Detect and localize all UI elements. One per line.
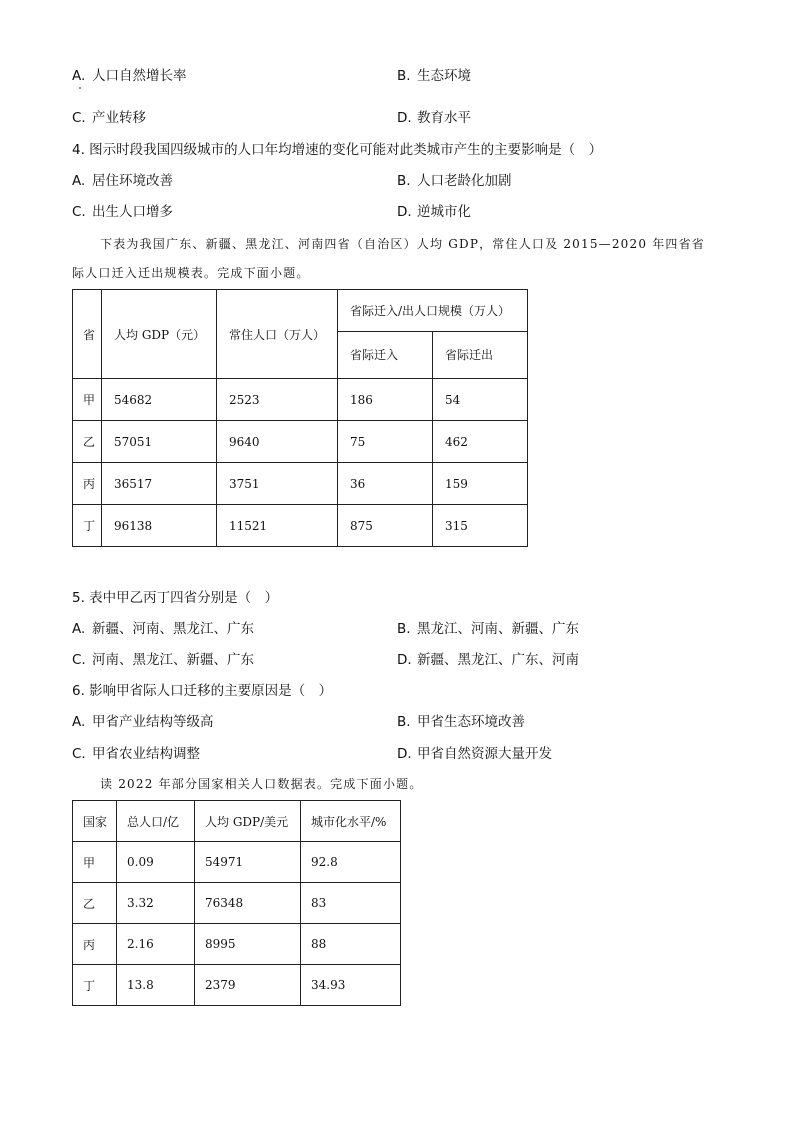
table-row <box>73 505 528 547</box>
q6-option-b <box>397 713 525 731</box>
option-text: 人口老龄化加剧 <box>417 173 512 189</box>
table-row <box>73 924 401 965</box>
header-country: 国家 <box>73 801 117 842</box>
cell: 乙 <box>73 883 117 924</box>
cell: 315 <box>433 505 528 547</box>
cell: 36517 <box>102 463 217 505</box>
option-letter: B. <box>397 621 411 637</box>
header-total-population: 总人口/亿 <box>117 801 195 842</box>
cell: 57051 <box>102 421 217 463</box>
q6-option-d <box>397 745 552 763</box>
cell: 54 <box>433 379 528 421</box>
option-text: 甲省自然资源大量开发 <box>417 746 552 762</box>
table-row <box>73 463 528 505</box>
q3-option-c <box>72 109 146 127</box>
q5-option-a <box>72 620 254 638</box>
stray-dot <box>79 87 81 89</box>
cell: 75 <box>338 421 433 463</box>
q4-option-c <box>72 203 173 221</box>
table1-intro-line1: 下表为我国广东、新疆、黑龙江、河南四省（自治区）人均 GDP，常住人口及 2015—2020 年四省省 <box>100 237 706 251</box>
cell: 54682 <box>102 379 217 421</box>
cell: 88 <box>301 924 401 965</box>
cell: 丁 <box>73 505 102 547</box>
option-text: 甲省农业结构调整 <box>92 746 200 762</box>
q6-option-a <box>72 713 214 731</box>
cell: 丙 <box>73 924 117 965</box>
option-letter: A. <box>72 173 86 189</box>
cell: 76348 <box>195 883 301 924</box>
cell: 乙 <box>73 421 102 463</box>
q3-option-d <box>397 109 471 127</box>
header-gdp: 人均 GDP（元） <box>102 290 217 379</box>
cell: 96138 <box>102 505 217 547</box>
option-text: 甲省生态环境改善 <box>417 714 525 730</box>
option-text: 新疆、黑龙江、广东、河南 <box>417 652 579 668</box>
table-row <box>73 965 401 1006</box>
q5-option-d <box>397 651 579 669</box>
cell: 2.16 <box>117 924 195 965</box>
option-letter: D. <box>397 204 412 220</box>
cell: 甲 <box>73 842 117 883</box>
option-text: 甲省产业结构等级高 <box>92 714 214 730</box>
cell: 9640 <box>217 421 338 463</box>
option-letter: A. <box>72 68 86 84</box>
cell: 8995 <box>195 924 301 965</box>
cell: 丁 <box>73 965 117 1006</box>
province-population-table <box>72 289 528 547</box>
option-letter: A. <box>72 714 86 730</box>
q4-stem: 4. 图示时段我国四级城市的人口年均增速的变化可能对此类城市产生的主要影响是（ ） <box>72 142 603 158</box>
cell: 0.09 <box>117 842 195 883</box>
cell: 丙 <box>73 463 102 505</box>
cell: 2523 <box>217 379 338 421</box>
cell: 甲 <box>73 379 102 421</box>
cell: 159 <box>433 463 528 505</box>
option-letter: C. <box>72 204 86 220</box>
table-header-row <box>73 290 528 332</box>
option-text: 河南、黑龙江、新疆、广东 <box>92 652 254 668</box>
option-letter: D. <box>397 110 412 126</box>
country-population-table <box>72 800 401 1006</box>
option-text: 黑龙江、河南、新疆、广东 <box>417 621 579 637</box>
table-row <box>73 842 401 883</box>
option-letter: C. <box>72 110 86 126</box>
q5-option-c <box>72 651 254 669</box>
table-row <box>73 421 528 463</box>
option-letter: D. <box>397 652 412 668</box>
option-letter: C. <box>72 746 86 762</box>
cell: 2379 <box>195 965 301 1006</box>
cell: 11521 <box>217 505 338 547</box>
cell: 186 <box>338 379 433 421</box>
option-text: 生态环境 <box>417 68 471 84</box>
q3-option-a <box>72 67 187 85</box>
option-letter: A. <box>72 621 86 637</box>
q4-option-b <box>397 172 512 190</box>
table-row <box>73 883 401 924</box>
header-province: 省 <box>73 290 102 379</box>
q6-stem: 6. 影响甲省际人口迁移的主要原因是（ ） <box>72 683 333 699</box>
option-letter: B. <box>397 714 411 730</box>
cell: 3.32 <box>117 883 195 924</box>
option-text: 逆城市化 <box>417 204 471 220</box>
option-letter: D. <box>397 746 412 762</box>
option-text: 居住环境改善 <box>92 173 173 189</box>
table-header-row <box>73 801 401 842</box>
option-letter: B. <box>397 173 411 189</box>
header-in: 省际迁入 <box>338 331 433 378</box>
option-letter: C. <box>72 652 86 668</box>
q5-stem: 5. 表中甲乙丙丁四省分别是（ ） <box>72 590 279 606</box>
table2-intro: 读 2022 年部分国家相关人口数据表。完成下面小题。 <box>100 777 423 791</box>
header-out: 省际迁出 <box>433 331 528 378</box>
header-urbanization: 城市化水平/% <box>301 801 401 842</box>
cell: 462 <box>433 421 528 463</box>
option-text: 教育水平 <box>417 110 471 126</box>
cell: 875 <box>338 505 433 547</box>
option-text: 出生人口增多 <box>92 204 173 220</box>
cell: 3751 <box>217 463 338 505</box>
q6-option-c <box>72 745 200 763</box>
q4-option-d <box>397 203 471 221</box>
cell: 13.8 <box>117 965 195 1006</box>
header-population: 常住人口（万人） <box>217 290 338 379</box>
table-row <box>73 379 528 421</box>
option-letter: B. <box>397 68 411 84</box>
cell: 34.93 <box>301 965 401 1006</box>
option-text: 人口自然增长率 <box>92 68 187 84</box>
option-text: 新疆、河南、黑龙江、广东 <box>92 621 254 637</box>
cell: 36 <box>338 463 433 505</box>
cell: 83 <box>301 883 401 924</box>
option-text: 产业转移 <box>92 110 146 126</box>
cell: 92.8 <box>301 842 401 883</box>
table1-intro-line2: 际人口迁入迁出规模表。完成下面小题。 <box>72 266 310 280</box>
header-gdp-per-capita: 人均 GDP/美元 <box>195 801 301 842</box>
q4-option-a <box>72 172 173 190</box>
header-migration: 省际迁入/出人口规模（万人） <box>338 290 528 332</box>
q3-option-b <box>397 67 471 85</box>
cell: 54971 <box>195 842 301 883</box>
q5-option-b <box>397 620 579 638</box>
